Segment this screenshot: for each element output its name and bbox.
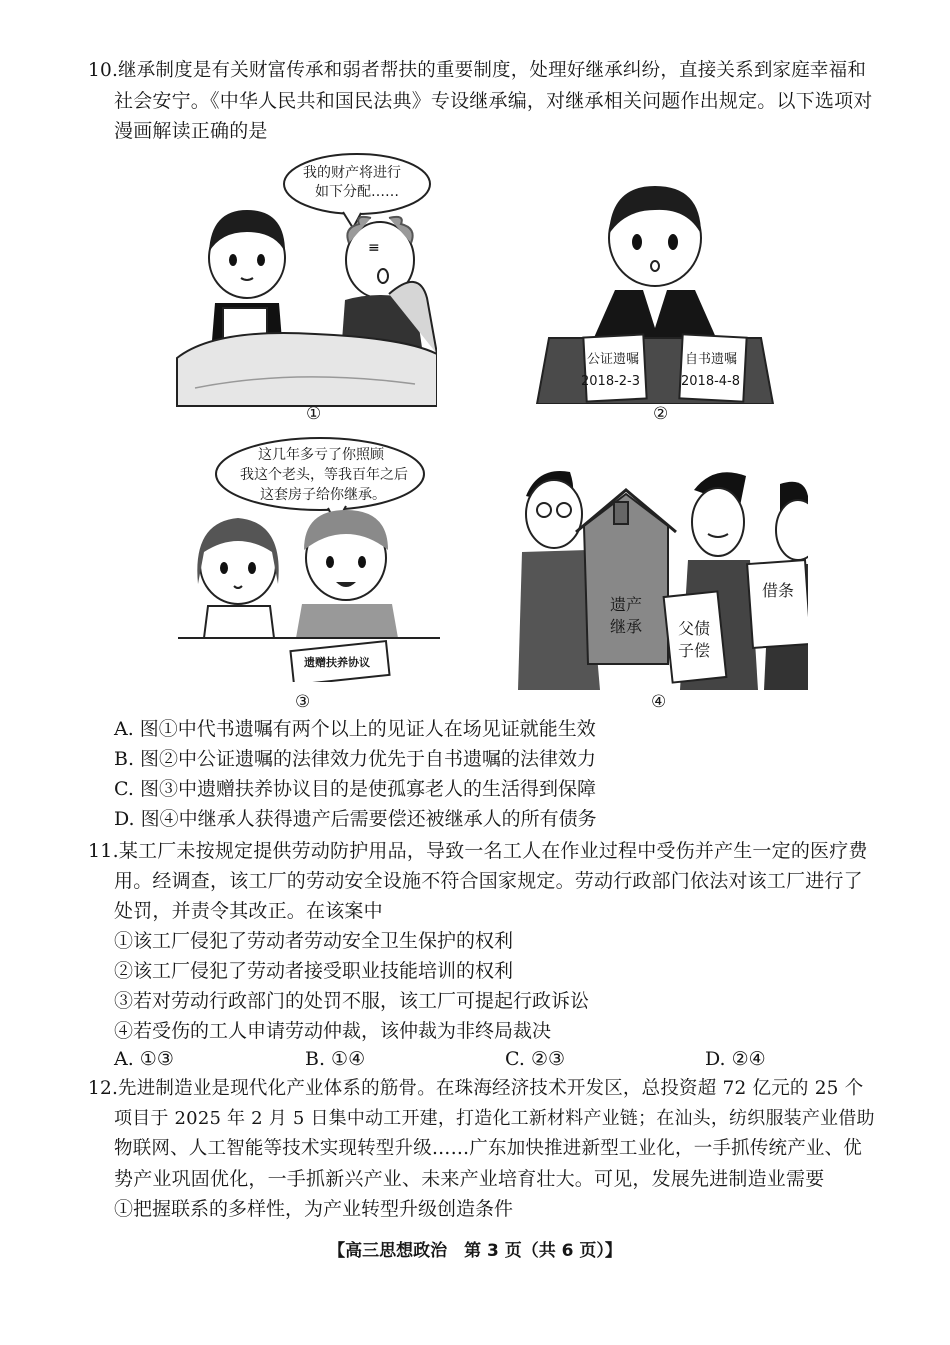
will-handwritten-date: 2018-4-8 <box>681 374 741 389</box>
q12-line-1: 12.先进制造业是现代化产业体系的筋骨。在珠海经济技术开发区，总投资超 72 亿元的 25 个 <box>88 1078 864 1099</box>
comic-panel-3 <box>178 434 440 682</box>
comic-panel-4 <box>518 466 808 690</box>
will-notarized-date: 2018-2-3 <box>581 374 641 389</box>
q11-line-1: 11.某工厂未按规定提供劳动防护用品，导致一名工人在作业过程中受伤并产生一定的医疗费 <box>88 840 868 862</box>
comic-panel-2 <box>535 168 775 404</box>
house-inheritance-label-2: 继承 <box>610 617 643 636</box>
q11-line-3: 处罚，并责令其改正。在该案中 <box>114 900 383 922</box>
q10-option-c[interactable]: C. 图③中遗赠扶养协议目的是使孤寡老人的生活得到保障 <box>114 778 596 800</box>
will-handwritten-title: 自书遗嘱 <box>685 352 738 367</box>
q11-choice-d[interactable]: D. ②④ <box>705 1048 766 1070</box>
comic-2-illustration <box>535 168 775 404</box>
q11-item-2: ②该工厂侵犯了劳动者接受职业技能培训的权利 <box>114 960 514 982</box>
comic-3-bubble-line-2: 我这个老头，等我百年之后 <box>240 467 408 483</box>
svg-text:≡: ≡ <box>368 240 380 256</box>
comic-3-caption: ③ <box>295 692 311 712</box>
q10-option-a[interactable]: A. 图①中代书遗嘱有两个以上的见证人在场见证就能生效 <box>114 718 596 740</box>
house-inheritance-label-1: 遗产 <box>610 595 643 614</box>
comic-1-bubble-line-1: 我的财产将进行 <box>303 165 401 181</box>
q10-line-3: 漫画解读正确的是 <box>114 120 268 142</box>
comic-1-caption: ① <box>306 404 322 424</box>
comic-2-caption: ② <box>653 404 669 424</box>
comic-1-bubble-line-2: 如下分配…… <box>315 184 399 200</box>
q12-item-1: ①把握联系的多样性，为产业转型升级创造条件 <box>114 1198 514 1220</box>
q11-item-1: ①该工厂侵犯了劳动者劳动安全卫生保护的权利 <box>114 930 514 952</box>
comic-3-bubble-line-3: 这套房子给你继承。 <box>260 487 386 503</box>
bequest-support-agreement-paper: 遗赠扶养协议 <box>304 656 370 669</box>
q11-choice-b[interactable]: B. ①④ <box>305 1048 366 1070</box>
q12-line-2: 项目于 2025 年 2 月 5 日集中动工开建，打造化工新材料产业链；在汕头，纺织服装产业借助 <box>114 1108 875 1129</box>
q10-option-d[interactable]: D. 图④中继承人获得遗产后需要偿还被继承人的所有债务 <box>114 808 597 830</box>
sign-father-debt-2: 子偿 <box>678 641 711 660</box>
comic-panel-1 <box>175 148 437 408</box>
q11-choice-c[interactable]: C. ②③ <box>505 1048 566 1070</box>
q12-line-3: 物联网、人工智能等技术实现转型升级……广东加快推进新型工业化，一手抓传统产业、优 <box>114 1138 863 1159</box>
q10-option-b[interactable]: B. 图②中公证遗嘱的法律效力优先于自书遗嘱的法律效力 <box>114 748 597 770</box>
q11-item-3: ③若对劳动行政部门的处罚不服，该工厂可提起行政诉讼 <box>114 990 590 1012</box>
q11-choice-a[interactable]: A. ①③ <box>114 1048 174 1070</box>
comic-3-bubble-line-1: 这几年多亏了你照顾 <box>258 447 384 463</box>
q11-item-4: ④若受伤的工人申请劳动仲裁，该仲裁为非终局裁决 <box>114 1020 552 1042</box>
q10-line-1: 10.继承制度是有关财富传承和弱者帮扶的重要制度，处理好继承纠纷，直接关系到家庭幸福和 <box>88 60 867 81</box>
q10-line-2: 社会安宁。《中华人民共和国民法典》专设继承编，对继承相关问题作出规定。以下选项对 <box>114 90 873 112</box>
page-footer: 【高三思想政治 第 3 页（共 6 页）】 <box>328 1241 622 1261</box>
sign-father-debt-1: 父债 <box>678 619 711 638</box>
q11-line-2: 用。经调查，该工厂的劳动安全设施不符合国家规定。劳动行政部门依法对该工厂进行了 <box>114 870 863 892</box>
sign-iou: 借条 <box>762 581 795 600</box>
comic-4-caption: ④ <box>651 692 667 712</box>
q12-line-4: 势产业巩固优化，一手抓新兴产业、未来产业培育壮大。可见，发展先进制造业需要 <box>114 1168 825 1190</box>
will-notarized-title: 公证遗嘱 <box>587 352 640 367</box>
